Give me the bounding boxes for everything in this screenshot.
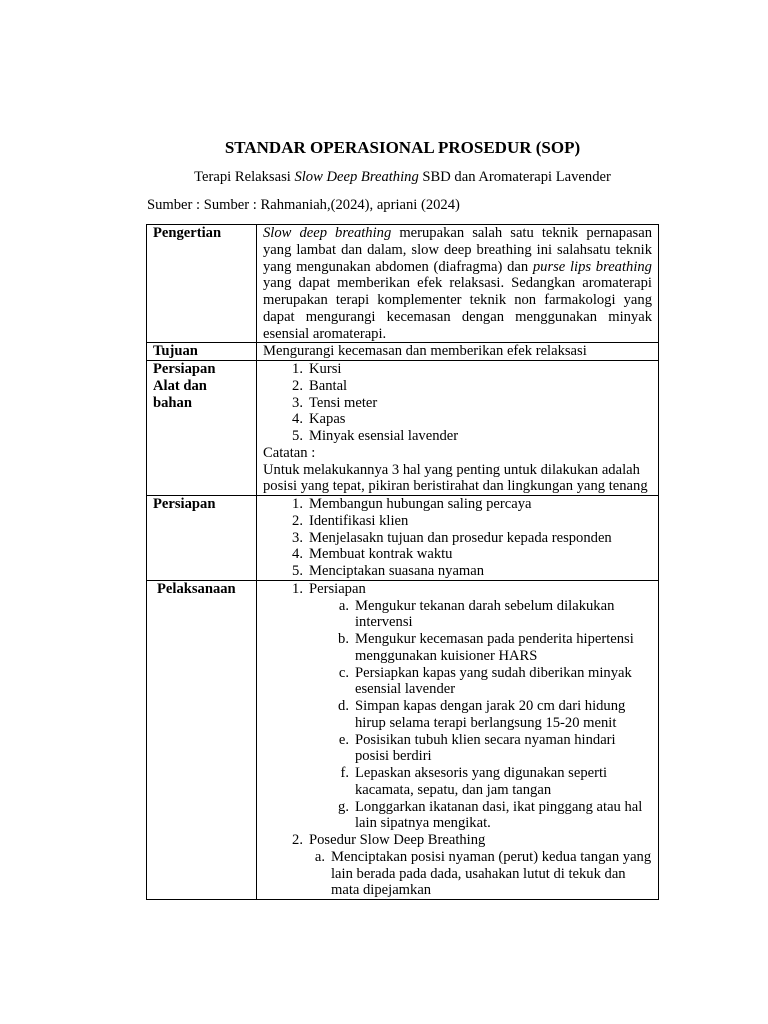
label-tujuan: Tujuan <box>147 343 257 361</box>
pengertian-italic-3: purse lips breathing <box>532 258 652 275</box>
list-item: 3. Tensi meter <box>292 394 378 411</box>
pengertian-text-4: yang dapat memberikan efek relaksasi. Sedangkan aromaterapi merupakan terapi komplementer teknik non farmakologi yang dapat mengurangi kecemasan dengan menggunakan minyak esensial aromaterapi. <box>263 275 652 342</box>
list-item: g. Longgarkan ikatanan dasi, ikat pinggang atau hal lain sipatnya mengikat. <box>338 798 643 832</box>
content-alat-bahan <box>257 361 659 496</box>
document-title: STANDAR OPERASIONAL PROSEDUR (SOP) <box>224 138 581 157</box>
label-alat-line2: Alat dan <box>153 377 207 394</box>
list-item: 1. Membangun hubungan saling percaya <box>292 496 532 512</box>
content-pelaksanaan <box>257 580 659 899</box>
list-item: 5. Minyak esensial lavender <box>292 428 459 444</box>
persiapan-list <box>285 496 652 580</box>
label-alat-bahan <box>147 361 257 496</box>
list-item: e. Posisikan tubuh klien secara nyaman hindari posisi berdiri <box>338 731 616 765</box>
note-text: Untuk melakukannya 3 hal yang penting untuk dilakukan adalah posisi yang tepat, pikiran beristirahat dan lingkungan yang tenang <box>263 461 648 495</box>
subtitle-post: SBD dan Aromaterapi Lavender <box>418 169 611 185</box>
row-alat-bahan <box>147 361 659 496</box>
label-alat-line1: Persiapan <box>153 361 216 377</box>
row-persiapan <box>147 496 659 581</box>
label-alat-line3: bahan <box>153 394 192 411</box>
pengertian-italic-1: Slow deep breathing <box>263 225 392 241</box>
list-item: 5. Menciptakan suasana nyaman <box>292 563 485 579</box>
list-item: 4. Membuat kontrak waktu <box>292 546 453 563</box>
row-tujuan <box>147 343 659 361</box>
list-item: 2. Posedur Slow Deep Breathing <box>292 832 486 848</box>
list-item: 1. Persiapan a. Mengukur tekanan darah sebelum dilakukan intervensi b. Mengukur kecemasan pada penderita hipertensi menggunakan kuisioner HARS c. Persiapkan kapas yang sudah diberikan minyak esensial lavender d. Simpan kapas dengan jarak 20 cm dari hidung hirup selama terapi berlangsung 15-20 menit e. Posisikan tubuh klien secara nyaman hindari posisi berdiri f. Lepaskan aksesoris yang digunakan seperti kacamata, sepatu, dan jam tangan g. Longgarkan ikatanan dasi, ikat pinggang atau hal lain sipatnya mengikat. <box>285 581 652 832</box>
note-label: Catatan : <box>263 444 316 461</box>
list-item: 1. Kursi <box>292 361 342 377</box>
step2-sublist <box>309 849 652 899</box>
list-item: 3. Menjelasakn tujuan dan prosedur kepada responden <box>292 529 612 546</box>
label-pelaksanaan: Pelaksanaan <box>147 580 257 899</box>
list-item: a. Menciptakan posisi nyaman (perut) kedua tangan yang lain berada pada dada, usahakan lutut di tekuk dan mata dipejamkan <box>314 848 652 899</box>
list-item: c. Persiapkan kapas yang sudah diberikan minyak esensial lavender <box>338 664 632 698</box>
subtitle-pre: Terapi Relaksasi <box>194 169 295 185</box>
pengertian-text-2: merupakan salah satu teknik pernapasan yang lambat dan dalam, slow deep breathing ini salahsatu teknik yang mengunakan abdomen (diafragma) dan <box>263 225 652 275</box>
source-line: Sumber : Sumber : Rahmaniah,(2024), apriani (2024) <box>147 197 460 213</box>
list-item: f. Lepaskan aksesoris yang digunakan seperti kacamata, sepatu, dan jam tangan <box>340 765 608 798</box>
content-tujuan: Mengurangi kecemasan dan memberikan efek relaksasi <box>257 343 659 361</box>
list-item: 4. Kapas <box>292 411 346 428</box>
row-pelaksanaan <box>147 580 659 899</box>
list-item: 2. Identifikasi klien <box>292 512 409 529</box>
step1-title: Persiapan <box>309 580 366 597</box>
list-item: d. Simpan kapas dengan jarak 20 cm dari hidung hirup selama terapi berlangsung 15-20 menit <box>338 698 626 731</box>
alat-list <box>285 361 652 445</box>
list-item: 2. Bantal <box>292 377 348 394</box>
pelaksanaan-list <box>285 581 652 849</box>
subtitle-italic: Slow Deep Breathing <box>294 169 419 185</box>
label-persiapan: Persiapan <box>147 496 257 581</box>
sop-table <box>146 224 659 900</box>
content-persiapan <box>257 496 659 581</box>
step1-sublist <box>331 598 652 833</box>
step2-title: Posedur Slow Deep Breathing <box>309 832 486 848</box>
document-subtitle <box>0 168 768 186</box>
row-pengertian <box>147 225 659 343</box>
label-pengertian: Pengertian <box>147 225 257 343</box>
list-item: b. Mengukur kecemasan pada penderita hipertensi menggunakan kuisioner HARS <box>338 631 634 664</box>
list-item: a. Mengukur tekanan darah sebelum dilakukan intervensi <box>338 597 615 631</box>
content-pengertian <box>257 225 659 343</box>
